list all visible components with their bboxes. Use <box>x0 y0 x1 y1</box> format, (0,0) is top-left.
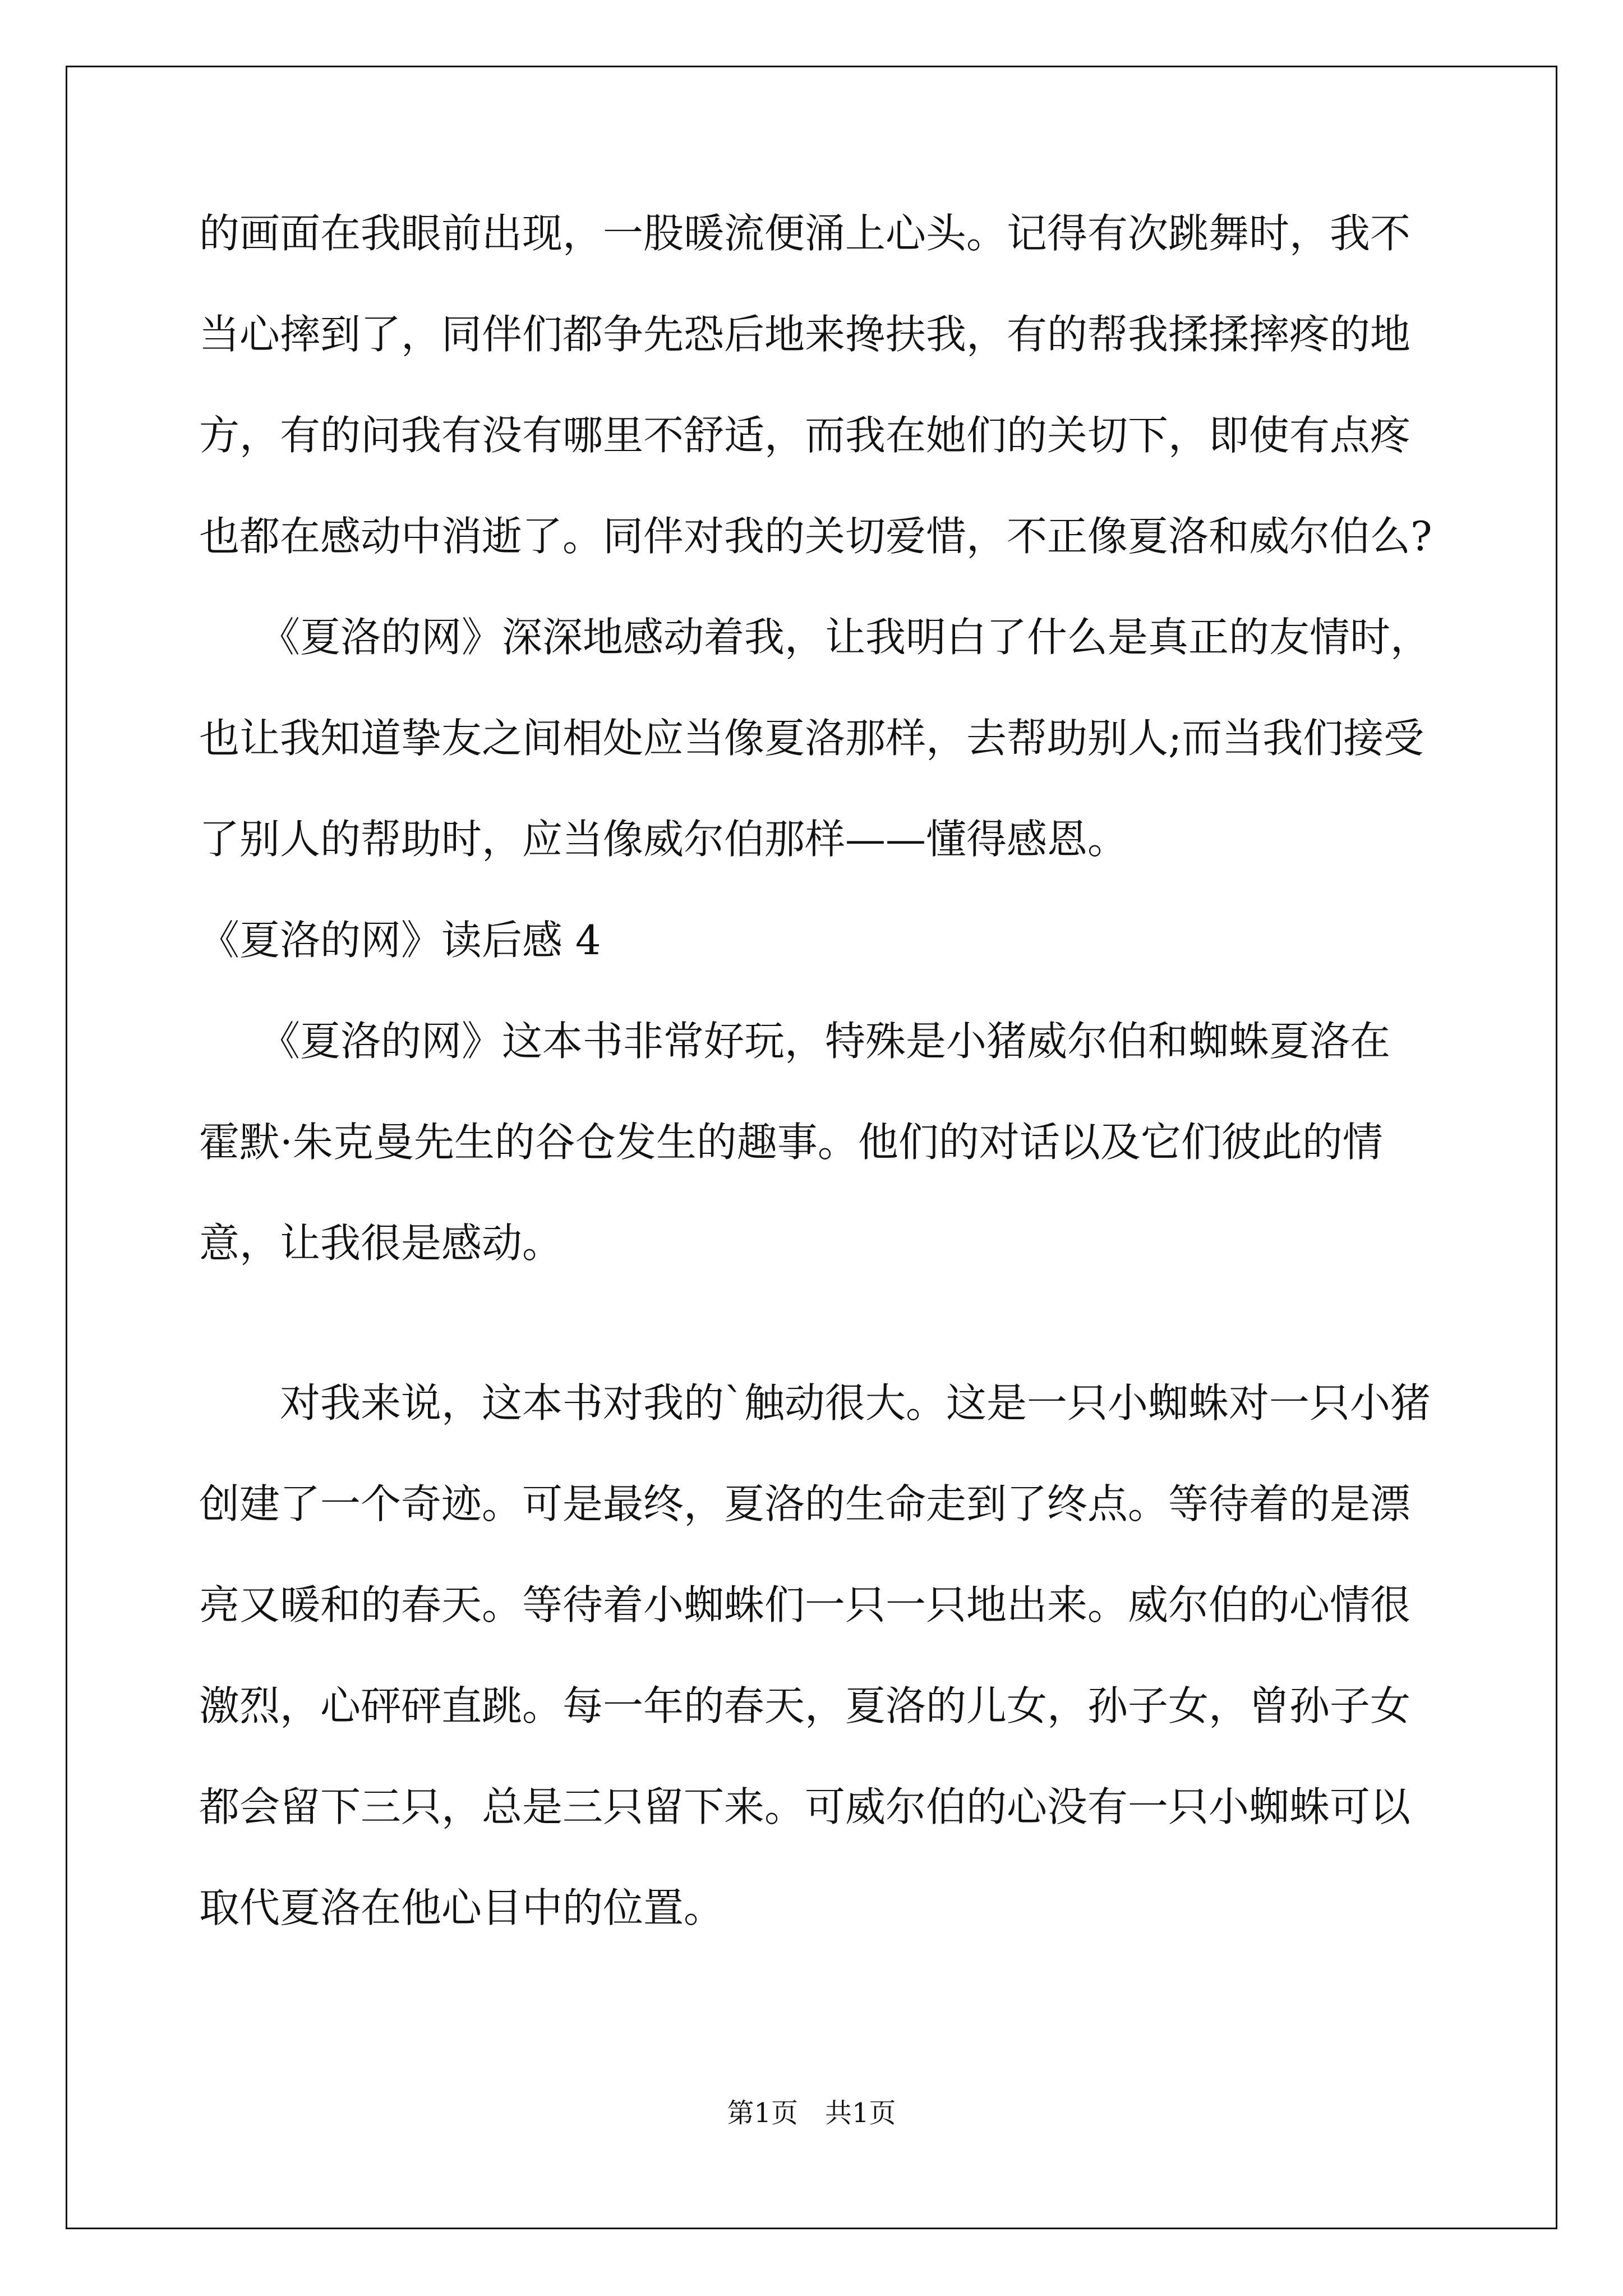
text-line: 当心摔到了，同伴们都争先恐后地来搀扶我，有的帮我揉揉摔疼的地 <box>199 311 1411 358</box>
text-line: 创建了一个奇迹。可是最终，夏洛的生命走到了终点。等待着的是漂 <box>199 1480 1411 1527</box>
text-line: 《夏洛的网》这本书非常好玩，特殊是小猪威尔伯和蜘蛛夏洛在 <box>199 1018 1391 1065</box>
text-line: 都会留下三只，总是三只留下来。可威尔伯的心没有一只小蜘蛛可以 <box>199 1783 1411 1830</box>
text-line: 了别人的帮助时，应当像威尔伯那样——懂得感恩。 <box>199 816 1128 863</box>
text-line: 《夏洛的网》深深地感动着我，让我明白了什么是真正的友情时， <box>199 614 1431 661</box>
text-line: 方，有的问我有没有哪里不舒适，而我在她们的关切下，即使有点疼 <box>199 412 1411 459</box>
text-line: 也都在感动中消逝了。同伴对我的关切爱惜，不正像夏洛和威尔伯么? <box>199 513 1432 560</box>
text-line: 对我来说，这本书对我的`触动很大。这是一只小蜘蛛对一只小猪 <box>199 1379 1431 1427</box>
page-footer: 第1页 共1页 <box>727 2097 896 2129</box>
text-line: 激烈，心砰砰直跳。每一年的春天，夏洛的儿女，孙子女，曾孙子女 <box>199 1682 1411 1729</box>
text-line: 也让我知道挚友之间相处应当像夏洛那样，去帮助别人;而当我们接受 <box>199 715 1424 762</box>
text-line: 的画面在我眼前出现，一股暖流便涌上心头。记得有次跳舞时，我不 <box>199 210 1411 257</box>
text-line: 亮又暖和的春天。等待着小蜘蛛们一只一只地出来。威尔伯的心情很 <box>199 1581 1411 1628</box>
text-line: 意，让我很是感动。 <box>199 1220 563 1267</box>
section-heading: 《夏洛的网》读后感 4 <box>199 917 601 964</box>
text-line: 霍默·朱克曼先生的谷仓发生的趣事。他们的对话以及它们彼此的情 <box>199 1119 1383 1166</box>
text-line: 取代夏洛在他心目中的位置。 <box>199 1884 725 1931</box>
